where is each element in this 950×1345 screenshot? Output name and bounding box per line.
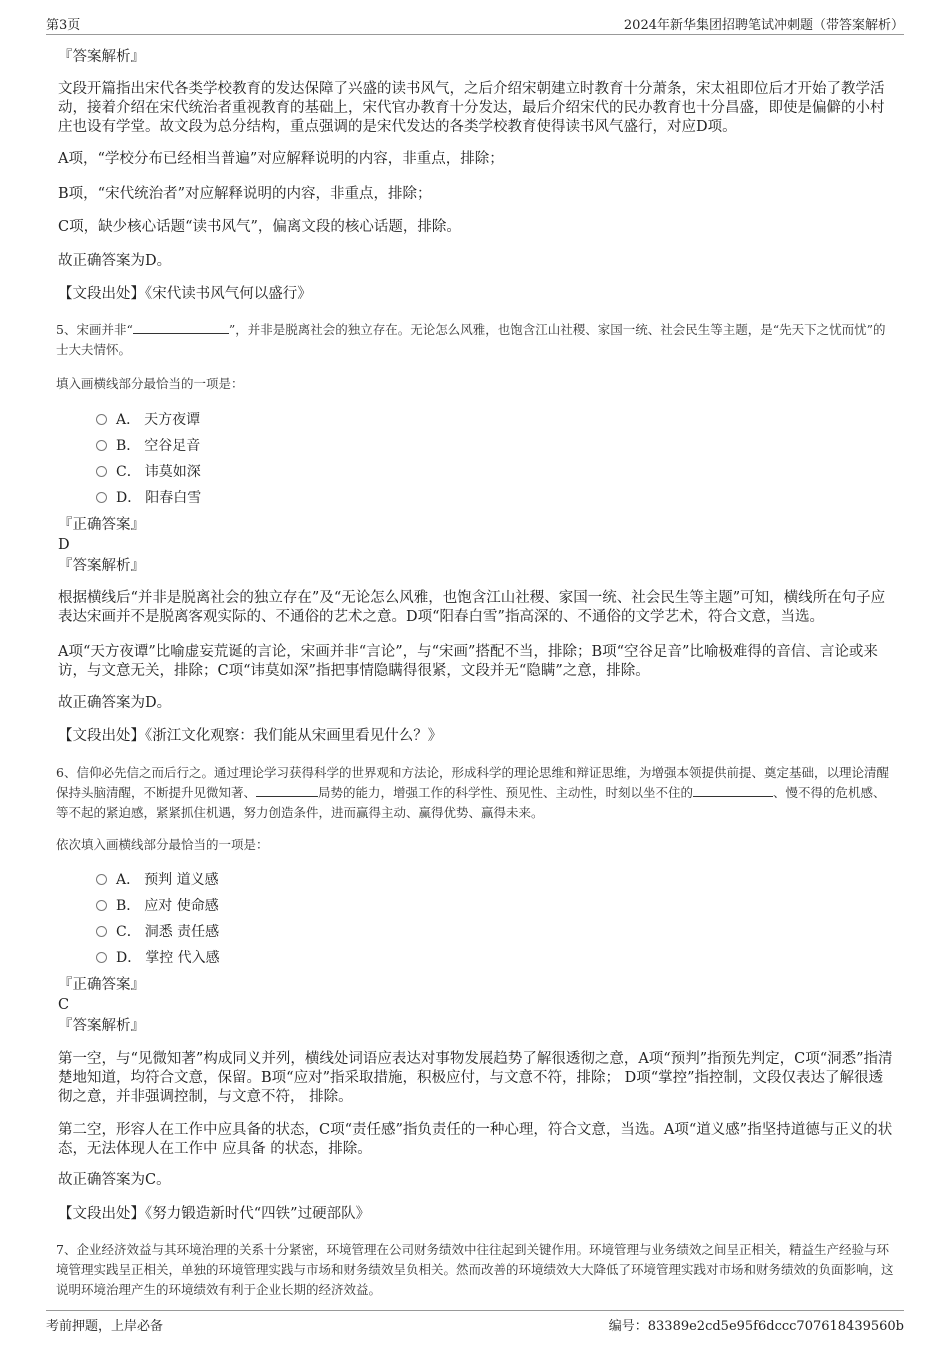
document-title: 2024年新华集团招聘笔试冲刺题（带答案解析）: [623, 18, 904, 33]
analysis-paragraph: 文段开篇指出宋代各类学校教育的发达保障了兴盛的读书风气，之后介绍宋朝建立时教育十分萧条，宋太祖即位后才开始了教学活动，接着介绍在宋代统治者重视教育的基础上，宋代官办教育十分发达，最后介绍宋代的民办教育也十分昌盛，即使是偏僻的小村庄也设有学堂。故文段为总分结构，重点强调的是宋代发达的各类学校教育使得读书风气盛行，对应D项。: [58, 81, 885, 135]
option-c[interactable]: C． 洞悉 责任感: [96, 922, 219, 942]
radio-icon[interactable]: [96, 874, 107, 885]
option-a[interactable]: A． 天方夜谭: [96, 410, 200, 430]
question-6-prompt: 依次填入画横线部分最恰当的一项是：: [56, 837, 269, 852]
option-d[interactable]: D． 阳春白雪: [96, 488, 201, 508]
option-b[interactable]: B． 空谷足音: [96, 436, 200, 456]
question-7-stem: 7、企业经济效益与其环境治理的关系十分紧密，环境管理在公司财务绩效中往往起到关键作用。环境管理与业务绩效之间呈正相关，精益生产经验与环境管理实践呈正相关，单独的环境管理实践与市场和财务绩效呈负相关。然而改善的环境绩效大大降低了环境管理实践对市场和财务绩效的负面影响，这说明环境治理产生的环境绩效有利于企业长期的经济效益。: [56, 1242, 894, 1297]
analysis-paragraph: 第一空，与“见微知著”构成同义并列，横线处词语应表达对事物发展趋势了解很透彻之意，A项“预判”指预先判定，C项“洞悉”指清楚地知道，均符合文意，保留。B项“应对”指采取措施，积极应付，与文意不符，排除； D项“掌控”指控制，文段仅表达了解很透彻之意，并非强调控制，与文意不符， 排除。: [58, 1051, 893, 1105]
source-citation: 【文段出处】《宋代读书风气何以盛行》: [58, 286, 312, 302]
option-d[interactable]: D． 掌控 代入感: [96, 948, 220, 968]
radio-icon[interactable]: [96, 492, 107, 503]
answer-conclusion: 故正确答案为D。: [58, 695, 172, 711]
radio-icon[interactable]: [96, 440, 107, 451]
analysis-paragraph: 第二空，形容人在工作中应具备的状态，C项“责任感”指负责任的一种心理，符合文意，当选。A项“道义感”指坚持道德与正义的状态，无法体现人在工作中 应具备 的状态，排除。: [58, 1122, 893, 1157]
radio-icon[interactable]: [96, 900, 107, 911]
source-citation: 【文段出处】《努力锻造新时代“四铁”过硬部队》: [58, 1206, 371, 1222]
analysis-label: 『答案解析』: [58, 1018, 145, 1034]
page-footer: [46, 1310, 904, 1333]
answer-conclusion: 故正确答案为D。: [58, 253, 172, 269]
radio-icon[interactable]: [96, 414, 107, 425]
radio-icon[interactable]: [96, 926, 107, 937]
correct-answer-label: 『正确答案』: [58, 517, 145, 533]
analysis-label: 『答案解析』: [58, 49, 145, 65]
fill-blank: [256, 796, 318, 797]
option-a[interactable]: A． 预判 道义感: [96, 870, 219, 890]
analysis-option-a: A项，“学校分布已经相当普遍”对应解释说明的内容，非重点，排除；: [58, 151, 504, 167]
fill-blank: [693, 796, 773, 797]
analysis-option-c: C项，缺少核心话题“读书风气”，偏离文段的核心话题，排除。: [58, 219, 461, 235]
fill-blank: [133, 333, 229, 334]
correct-answer-label: 『正确答案』: [58, 977, 145, 993]
analysis-paragraph: A项“天方夜谭”比喻虚妄荒诞的言论，宋画并非“言论”，与“宋画”搭配不当，排除；B项“空谷足音”比喻极难得的音信、言论或来访，与文意无关，排除；C项“讳莫如深”指把事情隐瞒得很紧，文段并无“隐瞒”之意，排除。: [58, 644, 878, 679]
question-5-stem: 5、宋画并非“ ”，并非是脱离社会的独立存在。无论怎么风雅，也饱含江山社稷、家国一统、社会民生等主题，是“先天下之忧而忧”的士大夫情怀。: [56, 322, 886, 357]
footer-slogan: 考前押题，上岸必备: [46, 1319, 164, 1334]
page-header: [46, 12, 904, 35]
correct-answer: C: [58, 997, 70, 1013]
option-c[interactable]: C． 讳莫如深: [96, 462, 201, 482]
question-5-prompt: 填入画横线部分最恰当的一项是：: [56, 376, 244, 391]
analysis-paragraph: 根据横线后“并非是脱离社会的独立存在”及“无论怎么风雅，也饱含江山社稷、家国一统、社会民生等主题”可知，横线所在句子应表达宋画并不是脱离客观实际的、不通俗的艺术之意。D项“阳春白雪”指高深的、不通俗的文学艺术，符合文意，当选。: [58, 590, 886, 625]
document-id: 编号：83389e2cd5e95f6dccc707618439560b: [608, 1319, 904, 1334]
source-citation: 【文段出处】《浙江文化观察：我们能从宋画里看见什么？》: [58, 728, 443, 744]
page-number: 第3页: [46, 18, 81, 33]
radio-icon[interactable]: [96, 466, 107, 477]
analysis-label: 『答案解析』: [58, 558, 145, 574]
analysis-option-b: B项，“宋代统治者”对应解释说明的内容，非重点，排除；: [58, 186, 432, 202]
option-b[interactable]: B． 应对 使命感: [96, 896, 219, 916]
answer-conclusion: 故正确答案为C。: [58, 1172, 171, 1188]
radio-icon[interactable]: [96, 952, 107, 963]
correct-answer: D: [58, 537, 70, 553]
question-6-stem: 6、信仰必先信之而后行之。通过理论学习获得科学的世界观和方法论，形成科学的理论思维和辩证思维，为增强本领提供前提、奠定基础，以理论清醒保持头脑清醒，不断提升见微知著、 局势的能力，增强工作的科学性、预见性、主动性，时刻以坐不住的 、慢不得的危机感、等不起的紧迫感，紧紧抓住机遇，努力创造条件，进而赢得主动、赢得优势、赢得未来。: [56, 765, 889, 820]
